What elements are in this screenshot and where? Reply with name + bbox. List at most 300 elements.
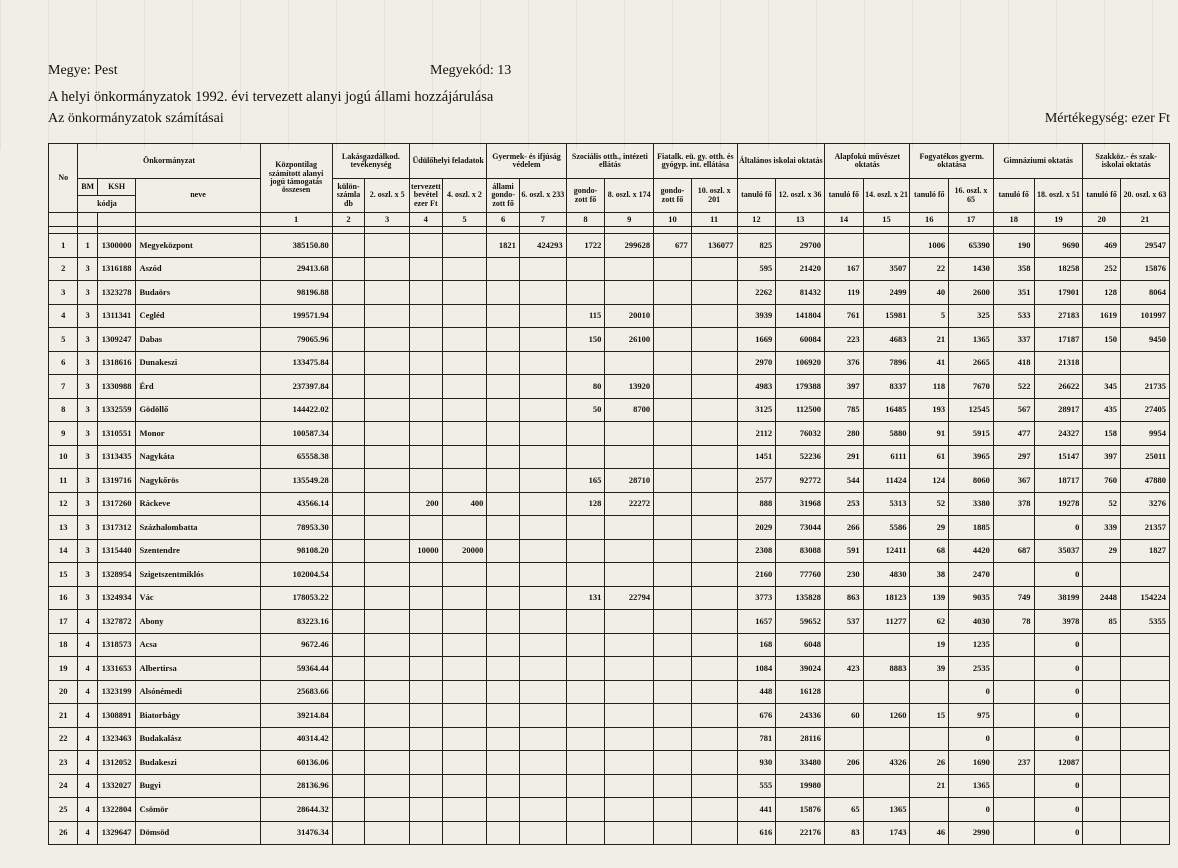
altalanos-count-cell: 1657 xyxy=(737,610,776,634)
fiatalk-value-cell xyxy=(691,774,737,798)
fiatalk-count-cell xyxy=(654,657,692,681)
alapfoku-count-cell xyxy=(825,633,864,657)
col-szakkoz-header: Szakköz.- és szak-iskolai oktatás xyxy=(1083,144,1170,179)
szakkoz-count-cell: 345 xyxy=(1083,375,1121,399)
lakas-value-cell xyxy=(365,257,410,281)
szakkoz-count-cell: 397 xyxy=(1083,445,1121,469)
gimnaziumi-value-cell: 26622 xyxy=(1034,375,1083,399)
total-support-cell: 28136.96 xyxy=(260,774,332,798)
fogyatekos-value-cell: 1235 xyxy=(949,633,994,657)
gimnaziumi-value-cell: 12087 xyxy=(1034,751,1083,775)
fogyatekos-count-cell: 193 xyxy=(910,398,949,422)
szakkoz-value-cell: 15876 xyxy=(1120,257,1169,281)
lakas-db-cell xyxy=(332,680,365,704)
fogyatekos-value-cell: 4420 xyxy=(949,539,994,563)
szakkoz-count-cell: 252 xyxy=(1083,257,1121,281)
szocialis-count-cell: 165 xyxy=(566,469,605,493)
alapfoku-value-cell: 2499 xyxy=(863,281,910,305)
szocialis-value-cell: 8700 xyxy=(605,398,654,422)
alapfoku-count-cell: 291 xyxy=(825,445,864,469)
udulo-revenue-cell xyxy=(410,633,443,657)
fogyatekos-value-cell: 0 xyxy=(949,680,994,704)
lakas-db-cell xyxy=(332,657,365,681)
ksh-code-cell: 1300000 xyxy=(97,234,136,258)
table-row xyxy=(49,539,1170,563)
bm-code-cell: 3 xyxy=(78,539,97,563)
altalanos-value-cell: 31968 xyxy=(776,492,825,516)
fiatalk-value-cell xyxy=(691,610,737,634)
row-no-cell: 9 xyxy=(49,422,78,446)
fogyatekos-value-cell: 1365 xyxy=(949,774,994,798)
municipality-name-cell: Nagykáta xyxy=(136,445,260,469)
szakkoz-value-cell xyxy=(1120,798,1169,822)
szocialis-value-cell xyxy=(605,563,654,587)
altalanos-count-cell: 441 xyxy=(737,798,776,822)
alapfoku-count-cell: 863 xyxy=(825,586,864,610)
alapfoku-value-cell: 4683 xyxy=(863,328,910,352)
altalanos-count-cell: 448 xyxy=(737,680,776,704)
col-number: 5 xyxy=(442,213,487,227)
alapfoku-count-cell: 119 xyxy=(825,281,864,305)
fiatalk-value-cell xyxy=(691,798,737,822)
municipality-name-cell: Albertirsa xyxy=(136,657,260,681)
table-row xyxy=(49,328,1170,352)
altalanos-count-cell: 2262 xyxy=(737,281,776,305)
alapfoku-value-cell: 4830 xyxy=(863,563,910,587)
alapfoku-count-cell: 537 xyxy=(825,610,864,634)
szocialis-count-cell xyxy=(566,516,605,540)
altalanos-value-cell: 106920 xyxy=(776,351,825,375)
udulo-revenue-cell xyxy=(410,234,443,258)
udulo-value-cell xyxy=(442,234,487,258)
gimnaziumi-count-cell: 749 xyxy=(993,586,1034,610)
municipality-name-cell: Szigetszentmiklós xyxy=(136,563,260,587)
udulo-revenue-cell xyxy=(410,704,443,728)
gimnaziumi-value-cell: 0 xyxy=(1034,563,1083,587)
szakkoz-value-cell: 154224 xyxy=(1120,586,1169,610)
gimnaziumi-value-cell: 18717 xyxy=(1034,469,1083,493)
fiatalk-count-cell xyxy=(654,821,692,845)
szocialis-count-cell xyxy=(566,751,605,775)
altalanos-value-cell: 83088 xyxy=(776,539,825,563)
gyermek-count-cell xyxy=(487,375,520,399)
gyermek-value-cell xyxy=(519,586,566,610)
ksh-code-cell: 1308891 xyxy=(97,704,136,728)
gimnaziumi-count-cell: 567 xyxy=(993,398,1034,422)
fogyatekos-value-cell: 7670 xyxy=(949,375,994,399)
alapfoku-count-cell: 544 xyxy=(825,469,864,493)
gyermek-value-cell xyxy=(519,798,566,822)
udulo-value-cell xyxy=(442,657,487,681)
lakas-db-cell xyxy=(332,492,365,516)
table-row xyxy=(49,633,1170,657)
table-row xyxy=(49,586,1170,610)
lakas-value-cell xyxy=(365,774,410,798)
lakas-value-cell xyxy=(365,657,410,681)
total-support-cell: 9672.46 xyxy=(260,633,332,657)
alapfoku-value-cell: 1743 xyxy=(863,821,910,845)
fogyatekos-value-cell: 1365 xyxy=(949,328,994,352)
szocialis-count-cell xyxy=(566,563,605,587)
fogyatekos-value-cell: 2990 xyxy=(949,821,994,845)
municipality-name-cell: Dabas xyxy=(136,328,260,352)
ksh-code-cell: 1327872 xyxy=(97,610,136,634)
total-support-cell: 385150.80 xyxy=(260,234,332,258)
altalanos-value-cell: 135828 xyxy=(776,586,825,610)
lakas-db-cell xyxy=(332,633,365,657)
gyermek-value-cell xyxy=(519,304,566,328)
fogyatekos-value-cell: 4030 xyxy=(949,610,994,634)
altalanos-count-cell: 930 xyxy=(737,751,776,775)
fogyatekos-count-cell: 5 xyxy=(910,304,949,328)
altalanos-count-cell: 2160 xyxy=(737,563,776,587)
gyermek-count-cell xyxy=(487,727,520,751)
col-number: 9 xyxy=(605,213,654,227)
row-no-cell: 7 xyxy=(49,375,78,399)
altalanos-count-cell: 2577 xyxy=(737,469,776,493)
gyermek-count-cell xyxy=(487,351,520,375)
altalanos-count-cell: 888 xyxy=(737,492,776,516)
fogyatekos-value-cell: 3965 xyxy=(949,445,994,469)
fogyatekos-value-cell: 325 xyxy=(949,304,994,328)
fogyatekos-value-cell: 0 xyxy=(949,798,994,822)
row-no-cell: 4 xyxy=(49,304,78,328)
udulo-revenue-cell xyxy=(410,727,443,751)
altalanos-value-cell: 21420 xyxy=(776,257,825,281)
gimnaziumi-count-cell xyxy=(993,704,1034,728)
document-title: A helyi önkormányzatok 1992. évi tervezett alanyi jogú állami hozzájárulása xyxy=(48,89,494,105)
fiatalk-value-cell xyxy=(691,469,737,493)
lakas-value-cell xyxy=(365,398,410,422)
szocialis-value-cell: 28710 xyxy=(605,469,654,493)
sub-header-9: 8. oszl. x 174 xyxy=(605,179,654,213)
gimnaziumi-count-cell xyxy=(993,798,1034,822)
ksh-code-cell: 1328954 xyxy=(97,563,136,587)
altalanos-value-cell: 59652 xyxy=(776,610,825,634)
szakkoz-count-cell xyxy=(1083,680,1121,704)
fiatalk-count-cell xyxy=(654,398,692,422)
gimnaziumi-count-cell: 190 xyxy=(993,234,1034,258)
gyermek-value-cell xyxy=(519,398,566,422)
bm-code-cell: 1 xyxy=(78,234,97,258)
lakas-value-cell xyxy=(365,563,410,587)
szocialis-value-cell xyxy=(605,821,654,845)
fiatalk-value-cell xyxy=(691,680,737,704)
table-row xyxy=(49,398,1170,422)
alapfoku-value-cell: 4326 xyxy=(863,751,910,775)
szocialis-count-cell xyxy=(566,704,605,728)
gyermek-value-cell xyxy=(519,610,566,634)
udulo-value-cell xyxy=(442,774,487,798)
table-row xyxy=(49,234,1170,258)
altalanos-value-cell: 112500 xyxy=(776,398,825,422)
ksh-code-cell: 1311341 xyxy=(97,304,136,328)
bm-code-cell: 4 xyxy=(78,821,97,845)
ksh-code-cell: 1309247 xyxy=(97,328,136,352)
altalanos-count-cell: 616 xyxy=(737,821,776,845)
udulo-revenue-cell xyxy=(410,798,443,822)
szocialis-value-cell xyxy=(605,539,654,563)
table-row xyxy=(49,610,1170,634)
total-support-cell: 135549.28 xyxy=(260,469,332,493)
alapfoku-value-cell: 18123 xyxy=(863,586,910,610)
szakkoz-value-cell xyxy=(1120,657,1169,681)
col-bm-header: BM xyxy=(78,179,97,196)
udulo-value-cell xyxy=(442,375,487,399)
fogyatekos-count-cell: 91 xyxy=(910,422,949,446)
alapfoku-value-cell: 11277 xyxy=(863,610,910,634)
municipality-name-cell: Gödöllő xyxy=(136,398,260,422)
fogyatekos-count-cell: 22 xyxy=(910,257,949,281)
fogyatekos-count-cell: 1006 xyxy=(910,234,949,258)
fogyatekos-value-cell: 2535 xyxy=(949,657,994,681)
total-support-cell: 79065.96 xyxy=(260,328,332,352)
ksh-code-cell: 1312052 xyxy=(97,751,136,775)
gimnaziumi-value-cell: 15147 xyxy=(1034,445,1083,469)
lakas-value-cell xyxy=(365,633,410,657)
gyermek-count-cell xyxy=(487,281,520,305)
table-row xyxy=(49,281,1170,305)
col-alapfoku-header: Alapfokú művészet oktatás xyxy=(825,144,910,179)
szocialis-value-cell xyxy=(605,257,654,281)
gyermek-value-cell xyxy=(519,774,566,798)
gimnaziumi-value-cell: 0 xyxy=(1034,516,1083,540)
gimnaziumi-value-cell: 28917 xyxy=(1034,398,1083,422)
col-number: 14 xyxy=(825,213,864,227)
table-row xyxy=(49,422,1170,446)
sub-header-13: 12. oszl. x 36 xyxy=(776,179,825,213)
municipality-name-cell: Budakeszi xyxy=(136,751,260,775)
gyermek-value-cell xyxy=(519,657,566,681)
sub-header-7: 6. oszl. x 233 xyxy=(519,179,566,213)
szakkoz-count-cell xyxy=(1083,633,1121,657)
municipality-name-cell: Alsónémedi xyxy=(136,680,260,704)
municipality-name-cell: Budaörs xyxy=(136,281,260,305)
fogyatekos-count-cell: 139 xyxy=(910,586,949,610)
fiatalk-count-cell xyxy=(654,328,692,352)
table-row xyxy=(49,680,1170,704)
total-support-cell: 31476.34 xyxy=(260,821,332,845)
altalanos-count-cell: 676 xyxy=(737,704,776,728)
altalanos-count-cell: 595 xyxy=(737,257,776,281)
total-support-cell: 59364.44 xyxy=(260,657,332,681)
fogyatekos-count-cell: 38 xyxy=(910,563,949,587)
row-no-cell: 25 xyxy=(49,798,78,822)
szakkoz-count-cell xyxy=(1083,657,1121,681)
table-row xyxy=(49,563,1170,587)
alapfoku-value-cell: 11424 xyxy=(863,469,910,493)
altalanos-count-cell: 3773 xyxy=(737,586,776,610)
szocialis-value-cell xyxy=(605,727,654,751)
szocialis-value-cell xyxy=(605,751,654,775)
table-row xyxy=(49,375,1170,399)
altalanos-count-cell: 2308 xyxy=(737,539,776,563)
fogyatekos-value-cell: 12545 xyxy=(949,398,994,422)
total-support-cell: 178053.22 xyxy=(260,586,332,610)
fiatalk-value-cell xyxy=(691,516,737,540)
sub-header-21: 20. oszl. x 63 xyxy=(1120,179,1169,213)
udulo-revenue-cell: 10000 xyxy=(410,539,443,563)
szocialis-value-cell xyxy=(605,704,654,728)
fiatalk-count-cell xyxy=(654,375,692,399)
col-no-header: No xyxy=(49,144,78,213)
udulo-value-cell xyxy=(442,281,487,305)
municipality-name-cell: Biatorbágy xyxy=(136,704,260,728)
col-number: 6 xyxy=(487,213,520,227)
col-altalanos-header: Általános iskolai oktatás xyxy=(737,144,824,179)
szakkoz-value-cell: 3276 xyxy=(1120,492,1169,516)
alapfoku-count-cell: 60 xyxy=(825,704,864,728)
altalanos-value-cell: 22176 xyxy=(776,821,825,845)
alapfoku-count-cell: 591 xyxy=(825,539,864,563)
sub-header-20: tanuló fő xyxy=(1083,179,1121,213)
ksh-code-cell: 1323463 xyxy=(97,727,136,751)
fiatalk-value-cell xyxy=(691,328,737,352)
gyermek-value-cell xyxy=(519,680,566,704)
col-number: 18 xyxy=(993,213,1034,227)
gimnaziumi-count-cell xyxy=(993,680,1034,704)
szocialis-value-cell xyxy=(605,680,654,704)
szocialis-count-cell: 1722 xyxy=(566,234,605,258)
table-row xyxy=(49,821,1170,845)
fiatalk-count-cell xyxy=(654,469,692,493)
szocialis-count-cell xyxy=(566,610,605,634)
gyermek-count-cell xyxy=(487,492,520,516)
udulo-revenue-cell xyxy=(410,328,443,352)
table-row xyxy=(49,304,1170,328)
altalanos-value-cell: 24336 xyxy=(776,704,825,728)
fiatalk-count-cell xyxy=(654,281,692,305)
lakas-value-cell xyxy=(365,328,410,352)
ksh-code-cell: 1318616 xyxy=(97,351,136,375)
row-no-cell: 8 xyxy=(49,398,78,422)
municipality-name-cell: Dömsöd xyxy=(136,821,260,845)
altalanos-value-cell: 39024 xyxy=(776,657,825,681)
szocialis-count-cell xyxy=(566,539,605,563)
ksh-code-cell: 1322804 xyxy=(97,798,136,822)
szocialis-count-cell: 131 xyxy=(566,586,605,610)
gyermek-count-cell xyxy=(487,680,520,704)
col-number: 2 xyxy=(332,213,365,227)
fogyatekos-count-cell: 41 xyxy=(910,351,949,375)
lakas-db-cell xyxy=(332,257,365,281)
bm-code-cell: 4 xyxy=(78,610,97,634)
gimnaziumi-count-cell: 297 xyxy=(993,445,1034,469)
szocialis-value-cell xyxy=(605,633,654,657)
table-row xyxy=(49,351,1170,375)
col-onkormanyzat-header: Önkormányzat xyxy=(78,144,260,179)
gimnaziumi-value-cell: 35037 xyxy=(1034,539,1083,563)
szakkoz-value-cell: 25011 xyxy=(1120,445,1169,469)
total-support-cell: 133475.84 xyxy=(260,351,332,375)
bm-code-cell: 4 xyxy=(78,704,97,728)
ksh-code-cell: 1313435 xyxy=(97,445,136,469)
fogyatekos-count-cell: 15 xyxy=(910,704,949,728)
municipality-name-cell: Budakalász xyxy=(136,727,260,751)
gyermek-count-cell xyxy=(487,821,520,845)
lakas-value-cell xyxy=(365,539,410,563)
municipality-name-cell: Szentendre xyxy=(136,539,260,563)
szocialis-count-cell xyxy=(566,798,605,822)
row-no-cell: 18 xyxy=(49,633,78,657)
lakas-value-cell xyxy=(365,751,410,775)
gyermek-count-cell xyxy=(487,563,520,587)
municipality-name-cell: Megyeközpont xyxy=(136,234,260,258)
gyermek-value-cell xyxy=(519,727,566,751)
gimnaziumi-count-cell: 367 xyxy=(993,469,1034,493)
szocialis-count-cell: 150 xyxy=(566,328,605,352)
fiatalk-count-cell: 677 xyxy=(654,234,692,258)
szocialis-count-cell xyxy=(566,633,605,657)
document-subtitle: Az önkormányzatok számításai xyxy=(48,111,224,126)
szakkoz-count-cell: 158 xyxy=(1083,422,1121,446)
col-number: 19 xyxy=(1034,213,1083,227)
county-code-label: Megyekód: 13 xyxy=(430,63,512,78)
udulo-revenue-cell xyxy=(410,257,443,281)
lakas-db-cell xyxy=(332,563,365,587)
gyermek-value-cell xyxy=(519,257,566,281)
alapfoku-count-cell xyxy=(825,680,864,704)
table-row xyxy=(49,469,1170,493)
alapfoku-count-cell xyxy=(825,774,864,798)
szakkoz-count-cell: 150 xyxy=(1083,328,1121,352)
szakkoz-value-cell: 101997 xyxy=(1120,304,1169,328)
udulo-value-cell xyxy=(442,469,487,493)
altalanos-count-cell: 1084 xyxy=(737,657,776,681)
gyermek-count-cell xyxy=(487,304,520,328)
total-support-cell: 102004.54 xyxy=(260,563,332,587)
szakkoz-count-cell: 1619 xyxy=(1083,304,1121,328)
szakkoz-count-cell: 128 xyxy=(1083,281,1121,305)
table-row xyxy=(49,657,1170,681)
fogyatekos-value-cell: 8060 xyxy=(949,469,994,493)
fogyatekos-value-cell: 0 xyxy=(949,727,994,751)
bm-code-cell: 3 xyxy=(78,398,97,422)
gimnaziumi-count-cell: 358 xyxy=(993,257,1034,281)
total-support-cell: 29413.68 xyxy=(260,257,332,281)
col-neve-header: neve xyxy=(136,179,260,213)
total-support-cell: 39214.84 xyxy=(260,704,332,728)
alapfoku-value-cell: 5880 xyxy=(863,422,910,446)
udulo-value-cell xyxy=(442,798,487,822)
table-row xyxy=(49,257,1170,281)
fogyatekos-value-cell: 9035 xyxy=(949,586,994,610)
szakkoz-count-cell xyxy=(1083,751,1121,775)
altalanos-value-cell: 28116 xyxy=(776,727,825,751)
ksh-code-cell: 1332027 xyxy=(97,774,136,798)
szakkoz-count-cell: 760 xyxy=(1083,469,1121,493)
fiatalk-count-cell xyxy=(654,798,692,822)
fogyatekos-count-cell: 68 xyxy=(910,539,949,563)
altalanos-count-cell: 1451 xyxy=(737,445,776,469)
szakkoz-value-cell xyxy=(1120,351,1169,375)
municipality-name-cell: Aszód xyxy=(136,257,260,281)
table-row xyxy=(49,727,1170,751)
fiatalk-value-cell xyxy=(691,422,737,446)
fiatalk-value-cell xyxy=(691,586,737,610)
lakas-db-cell xyxy=(332,398,365,422)
alapfoku-count-cell: 376 xyxy=(825,351,864,375)
szakkoz-value-cell: 9954 xyxy=(1120,422,1169,446)
gyermek-value-cell xyxy=(519,375,566,399)
total-support-cell: 144422.02 xyxy=(260,398,332,422)
ksh-code-cell: 1323278 xyxy=(97,281,136,305)
alapfoku-count-cell: 280 xyxy=(825,422,864,446)
gyermek-value-cell xyxy=(519,422,566,446)
szakkoz-count-cell: 2448 xyxy=(1083,586,1121,610)
gimnaziumi-count-cell xyxy=(993,727,1034,751)
gyermek-count-cell xyxy=(487,422,520,446)
